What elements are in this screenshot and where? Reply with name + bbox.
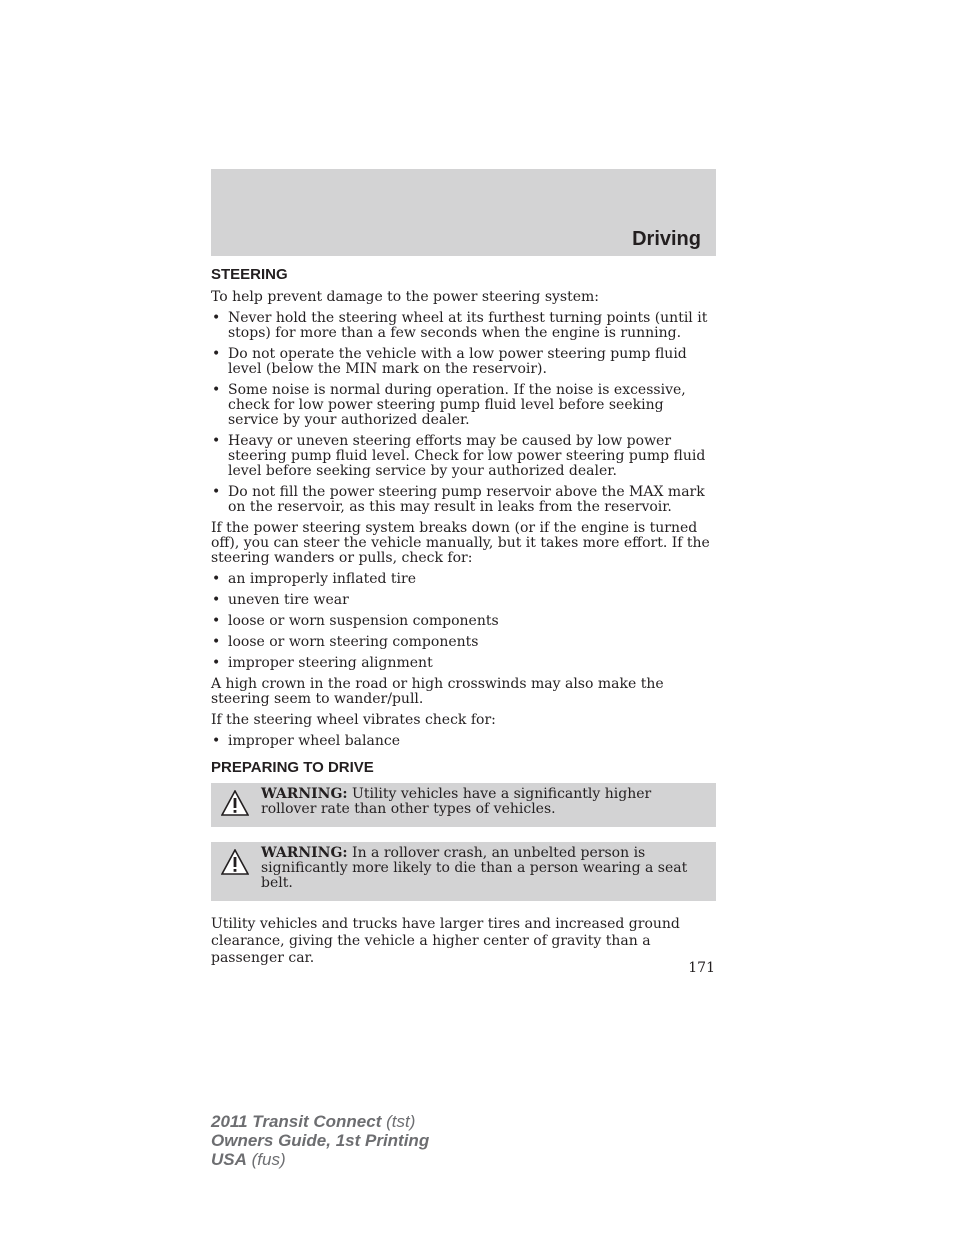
list-item (211, 635, 716, 650)
list-item (211, 572, 716, 587)
bullet-icon: • (212, 310, 221, 326)
bullet-icon: • (212, 733, 221, 749)
warning-text: Utility vehicles have a significantly higher rollover rate than other types of vehicles. (261, 786, 652, 817)
page-number: 171 (688, 960, 715, 976)
list-item-text: loose or worn steering components (228, 634, 479, 650)
warning-label: WARNING: (261, 845, 348, 861)
bullet-icon: • (212, 592, 221, 608)
bullet-icon: • (212, 433, 221, 449)
list-item-text: Heavy or uneven steering efforts may be caused by low power steering pump fluid level. Check for low power steering pump fluid level before seeking service by your authorized dealer. (228, 433, 706, 479)
steering-heading: STEERING (211, 266, 288, 283)
utility-paragraph: Utility vehicles and trucks have larger tires and increased ground clearance, giving the vehicle a higher center of gravity than a passenger car. (211, 916, 680, 966)
list-item-text: Some noise is normal during operation. If the noise is excessive, check for low power steering pump fluid level before seeking service by your authorized dealer. (228, 382, 686, 428)
steering-bullet-list (211, 311, 716, 515)
list-item (211, 593, 716, 608)
section-header-band (211, 169, 716, 256)
list-item (211, 434, 716, 479)
footer-market: USA (211, 1150, 247, 1169)
footer-model: 2011 Transit Connect (211, 1112, 382, 1131)
list-item (211, 656, 716, 671)
bullet-icon: • (212, 613, 221, 629)
bullet-icon: • (212, 484, 221, 500)
list-item (211, 485, 716, 515)
footer-market-code: (fus) (246, 1150, 286, 1169)
list-item (211, 614, 716, 629)
list-item-text: improper steering alignment (228, 655, 433, 671)
breakdown-paragraph: If the power steering system breaks down (or if the engine is turned off), you can steer the vehicle manually, but it takes more effort. If the steering wanders or pulls, check for: (211, 520, 710, 566)
check-list (211, 572, 716, 671)
list-item-text: uneven tire wear (228, 592, 349, 608)
warning-box (211, 842, 716, 901)
list-item (211, 347, 716, 377)
vibrate-list (211, 734, 716, 749)
warning-label: WARNING: (261, 786, 348, 802)
section-title: Driving (632, 228, 701, 250)
list-item (211, 734, 716, 749)
bullet-icon: • (212, 571, 221, 587)
warning-triangle-icon (221, 790, 249, 816)
list-item-text: improper wheel balance (228, 733, 400, 749)
footer-line-1 (211, 1112, 429, 1131)
list-item-text: Do not fill the power steering pump reservoir above the MAX mark on the reservoir, as this may result in leaks from the reservoir. (228, 484, 705, 515)
bullet-icon: • (212, 655, 221, 671)
bullet-icon: • (212, 382, 221, 398)
warning-box (211, 783, 716, 827)
footer-model-code: (tst) (381, 1112, 416, 1131)
list-item-text: loose or worn suspension components (228, 613, 499, 629)
vibrates-paragraph: If the steering wheel vibrates check for: (211, 712, 496, 728)
list-item (211, 311, 716, 341)
page-content (211, 266, 716, 973)
warning-triangle-icon (221, 849, 249, 875)
crown-paragraph: A high crown in the road or high crosswinds may also make the steering seem to wander/pull. (211, 676, 664, 707)
bullet-icon: • (212, 634, 221, 650)
footer-line-3 (211, 1150, 429, 1169)
document-footer (211, 1112, 429, 1169)
list-item-text: Do not operate the vehicle with a low power steering pump fluid level (below the MIN mark on the reservoir). (228, 346, 687, 377)
list-item-text: Never hold the steering wheel at its furthest turning points (until it stops) for more than a few seconds when the engine is running. (228, 310, 708, 341)
list-item (211, 383, 716, 428)
steering-intro: To help prevent damage to the power steering system: (211, 289, 600, 305)
warning-text: In a rollover crash, an unbelted person is significantly more likely to die than a person wearing a seat belt. (261, 845, 688, 891)
footer-printing: Owners Guide, 1st Printing (211, 1131, 430, 1150)
footer-line-2 (211, 1131, 429, 1150)
bullet-icon: • (212, 346, 221, 362)
preparing-heading: PREPARING TO DRIVE (211, 759, 374, 776)
list-item-text: an improperly inflated tire (228, 571, 417, 587)
